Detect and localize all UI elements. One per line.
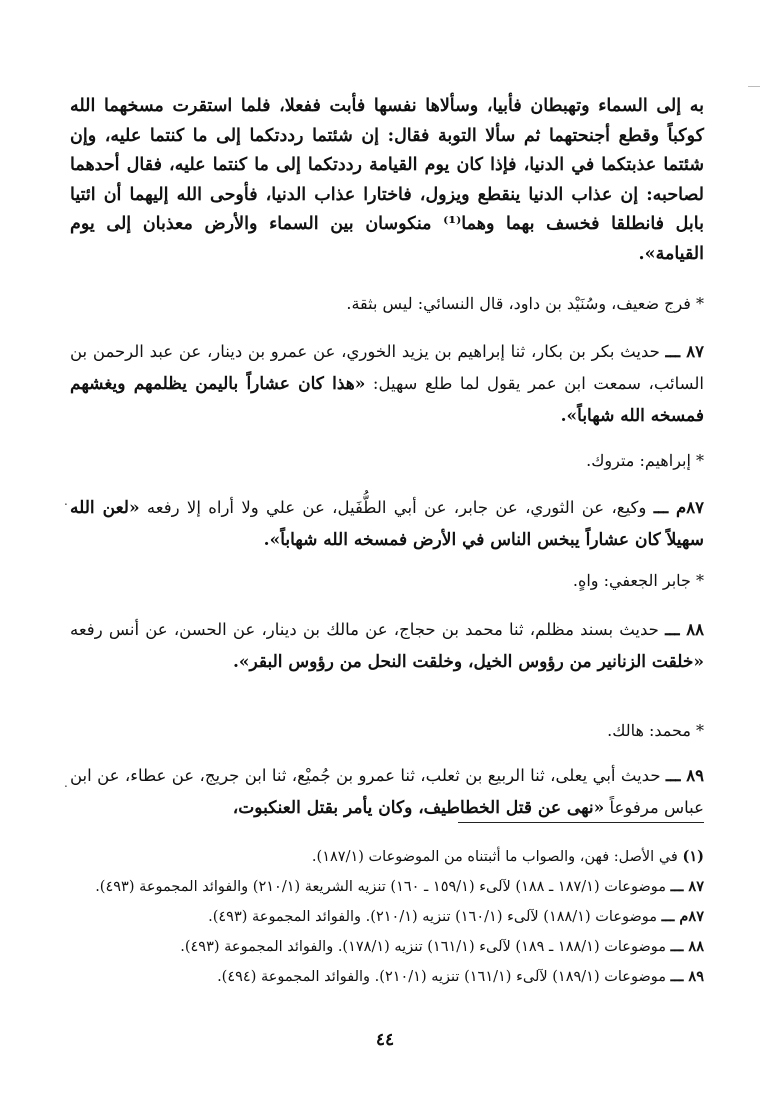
footnote-1 [70,842,704,872]
note-muhammad: * محمد: هالك. [607,721,704,740]
footnote-number: ٨٧ ـــ [670,878,704,895]
footnote-text: موضوعات (١٨٩/١) لآلىء (١٦١/١) تنزيه (٢١٠/١). والفوائد المجموعة (٤٩٤). [217,969,667,985]
footnote-87m [70,902,704,932]
footnote-87 [70,872,704,902]
note-faraj: * فرج ضعيف، وسُنَيْد بن داود، قال النسائي: ليس بثقة. [346,294,704,313]
note-jabir: * جابر الجعفي: واهٍ. [572,571,704,590]
footnote-text: موضوعات (١٨٨/١) لآلىء (١٦٠/١) تنزيه (٢١٠/١). والفوائد المجموعة (٤٩٣). [208,909,658,925]
paragraph-top: به إلى السماء وتهبطان فأبيا، وسألاها نفسها فأبت ففعلا، فلما استقرت مسخهما الله كوكباً وقطع أجنحتهما ثم سألا التوبة فقال: إن شئتما رددتكما إلى ما كنتما عليه، وإن شئتما عذبتكما في الدنيا، فإذا كان يوم القيامة رددتكما إلى ما كنتما عليه، فقال أحدهما لصاحبه: إن عذاب الدنيا ينقطع ويزول، فاختارا عذاب الدنيا، فأوحى الله إليهما أن ائتيا بابل فانطلقا فخسف بهما وهما⁽¹⁾ منكوسان بين السماء والأرض معذبان إلى يوم القيامة». [70,96,704,264]
page-number: ٤٤ [375,1030,395,1050]
hadith-number: ٨٧ ـــ [665,342,705,361]
hadith-text: «خلقت الزنانير من رؤوس الخيل، وخلقت النحل من رؤوس البقر». [232,652,704,672]
footnote-number: ٨٧م ـــ [661,908,704,925]
footnote-separator [458,822,704,823]
footnote-number: (١) [682,848,704,865]
hadith-number: ٨٩ ـــ [665,766,705,785]
hadith-89 [70,760,704,824]
hadith-text: «نهى عن قتل الخطاطيف، وكان يأمر بقتل العنكبوت، [232,798,605,818]
hadith-number: ٨٧م ـــ [653,498,704,517]
footnote-number: ٨٨ ـــ [670,938,704,955]
hadith-number: ٨٨ ـــ [665,620,704,639]
footnote-88 [70,932,704,962]
hadith-88 [70,614,704,678]
note-ibrahim: * إبراهيم: متروك. [586,451,704,470]
hadith-text: «هذا كان عشاراً باليمن يظلمهم ويغشهم فمسخه الله شهاباً». [70,374,704,426]
hadith-87 [70,336,704,432]
margin-dot: . [64,776,68,790]
hadith-text: «لعن الله سهيلاً كان عشاراً يبخس الناس في الأرض فمسخه الله شهاباً». [70,498,704,550]
footnote-number: ٨٩ ـــ [670,968,704,985]
footnote-text: في الأصل: فهن، والصواب ما أثبتناه من الموضوعات (١٨٧/١). [311,849,678,865]
footnote-89 [70,962,704,992]
hadith-87m [70,492,704,556]
footnote-text: موضوعات (١٨٨/١ ـ ١٨٩) لآلىء (١٦١/١) تنزيه (١٧٨/١). والفوائد المجموعة (٤٩٣). [180,939,667,955]
margin-dot: . [64,494,68,508]
hadith-chain: حديث بسند مظلم، ثنا محمد بن حجاج، عن مالك بن دينار، عن الحسن، عن أنس رفعه [70,620,659,639]
hadith-chain: وكيع، عن الثوري، عن جابر، عن أبي الطُّفَيل، عن علي ولا أراه إلا رفعه [146,498,647,517]
margin-mark [748,86,760,87]
footnotes [70,842,704,992]
hadith-chain: حديث بكر بن بكار، ثنا إبراهيم بن يزيد الخوري، عن عمرو بن دينار، عن عبد الرحمن بن السائب، سمعت ابن عمر يقول لما طلع سهيل: [70,342,704,393]
footnote-text: موضوعات (١٨٧/١ ـ ١٨٨) لآلىء (١٥٩/١ ـ ١٦٠) تنزيه الشريعة (٢١٠/١) والفوائد المجموعة (٤٩٣). [95,879,667,895]
hadith-chain: حديث أبي يعلى، ثنا الربيع بن ثعلب، ثنا عمرو بن جُميْع، ثنا ابن جريج، عن عطاء، عن ابن عباس مرفوعاً [70,766,704,817]
